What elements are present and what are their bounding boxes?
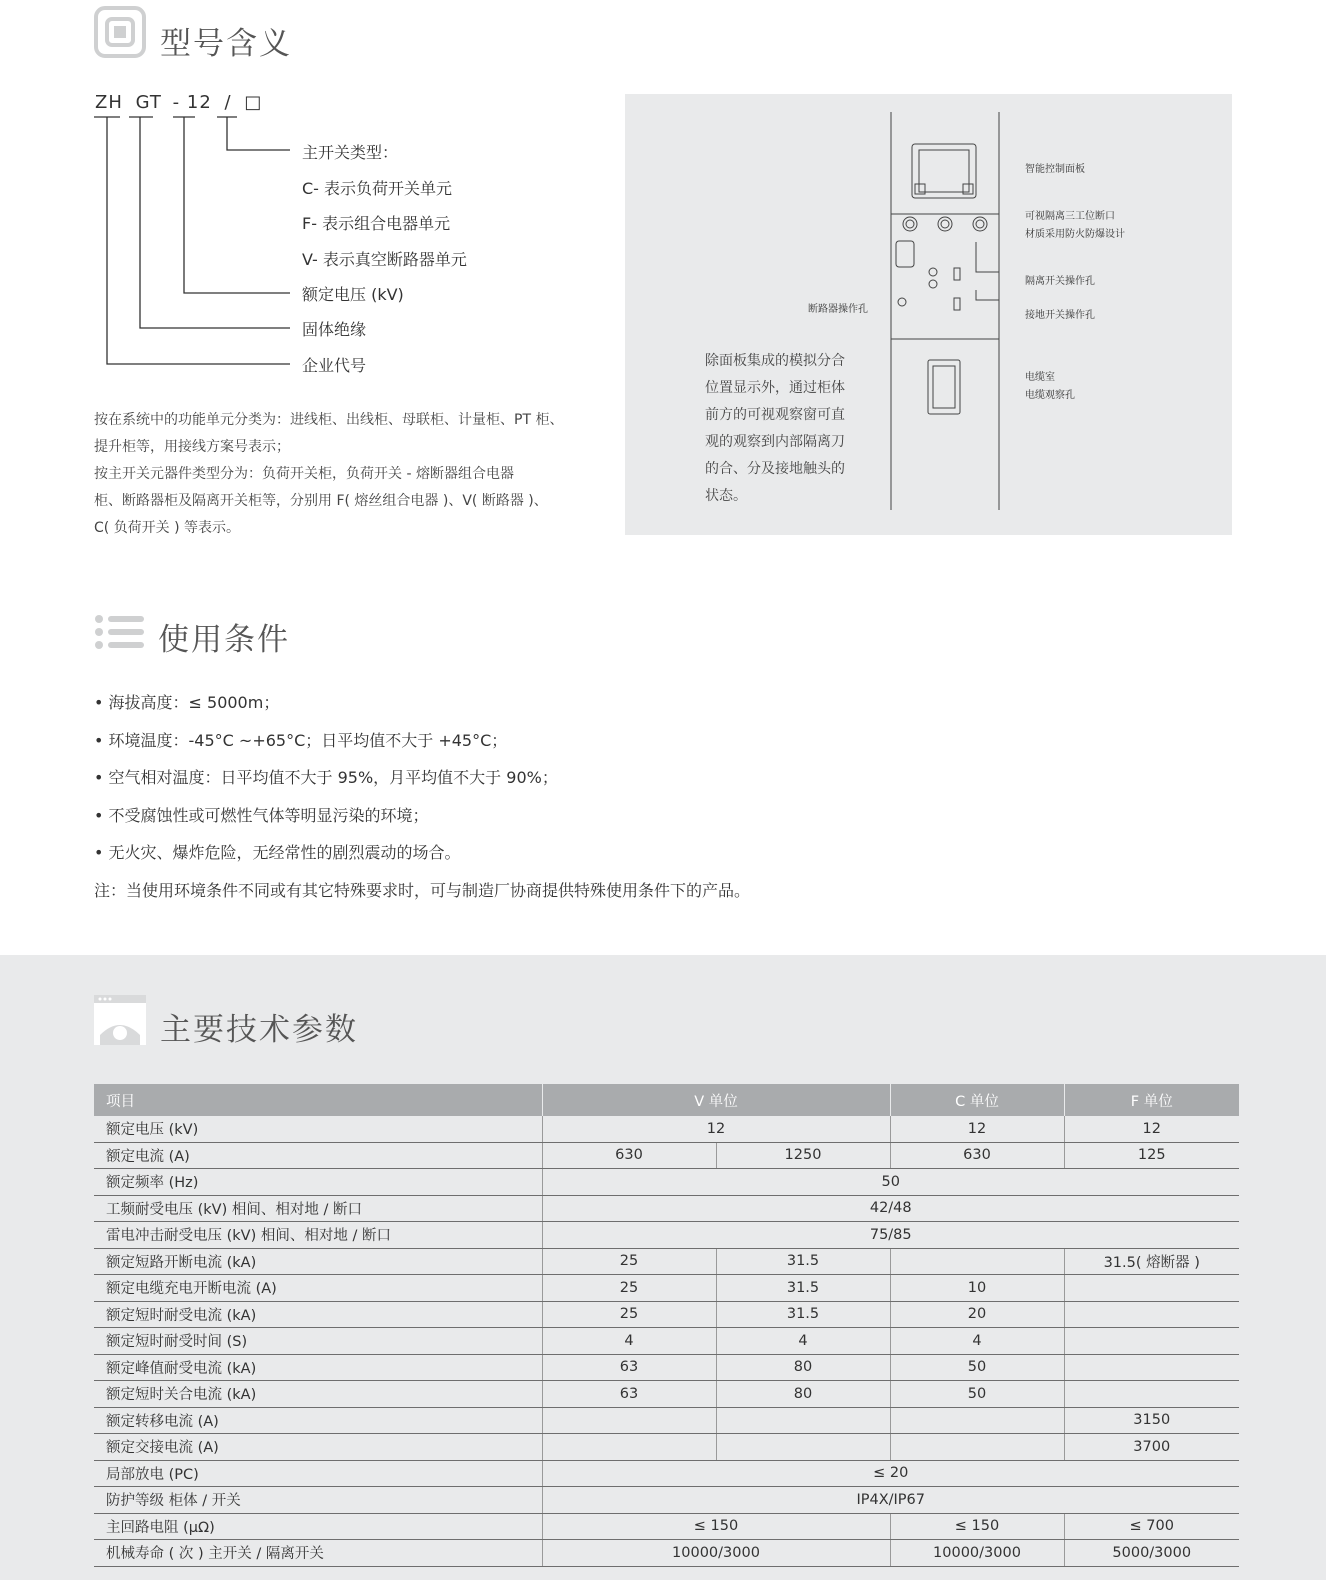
row-label: 局部放电 (PC)	[94, 1460, 542, 1487]
header-f-unit: F 单位	[1064, 1084, 1239, 1116]
row-label: 额定转移电流 (A)	[94, 1407, 542, 1434]
para-line: 提升柜等，用接线方案号表示；	[94, 439, 290, 455]
label-breaker-hole: 断路器操作孔	[808, 304, 868, 315]
code-box: □	[244, 92, 263, 113]
label-fireproof: 材质采用防火防爆设计	[1025, 229, 1125, 240]
table-cell: 10000/3000	[542, 1540, 890, 1567]
table-cell: 12	[1064, 1116, 1239, 1142]
table-cell: ≤ 150	[890, 1513, 1064, 1540]
label-cable-room: 电缆室	[1025, 372, 1055, 383]
header-v-unit: V 单位	[542, 1084, 890, 1116]
table-cell: 31.5	[716, 1275, 890, 1302]
table-cell	[1064, 1301, 1239, 1328]
table-cell: 31.5	[716, 1301, 890, 1328]
table-cell: ≤ 150	[542, 1513, 890, 1540]
table-row	[94, 1222, 1239, 1249]
model-code	[95, 92, 262, 113]
table-row	[94, 1169, 1239, 1196]
condition-item: • 无火灾、爆炸危险，无经常性的剧烈震动的场合。	[94, 843, 461, 862]
table-cell: 4	[542, 1328, 716, 1355]
legend-insulation: 固体绝缘	[302, 320, 367, 339]
table-cell	[716, 1434, 890, 1461]
table-cell: 63	[542, 1354, 716, 1381]
table-row	[94, 1487, 1239, 1514]
table-row	[94, 1275, 1239, 1302]
table-cell: 12	[890, 1116, 1064, 1142]
row-label: 额定短时关合电流 (kA)	[94, 1381, 542, 1408]
header-c-unit: C 单位	[890, 1084, 1064, 1116]
table-cell: 4	[716, 1328, 890, 1355]
table-cell: 3150	[1064, 1407, 1239, 1434]
row-label: 防护等级 柜体 / 开关	[94, 1487, 542, 1514]
code-voltage: - 12	[172, 92, 212, 113]
desc-line: 除面板集成的模拟分合	[705, 353, 845, 369]
table-row	[94, 1248, 1239, 1275]
legend-c: C- 表示负荷开关单元	[302, 179, 453, 198]
section-title-spec: 主要技术参数	[160, 1012, 358, 1048]
table-cell	[1064, 1275, 1239, 1302]
table-cell: 125	[1064, 1142, 1239, 1169]
table-cell: 25	[542, 1301, 716, 1328]
table-cell: 5000/3000	[1064, 1540, 1239, 1567]
spec-header-row	[94, 1084, 1239, 1116]
condition-item: • 不受腐蚀性或可燃性气体等明显污染的环境；	[94, 805, 429, 825]
table-cell: 3700	[1064, 1434, 1239, 1461]
table-cell	[1064, 1328, 1239, 1355]
desc-line: 位置显示外，通过柜体	[705, 380, 845, 396]
table-cell: 25	[542, 1248, 716, 1275]
section-title-model: 型号含义	[160, 26, 292, 62]
row-label: 额定峰值耐受电流 (kA)	[94, 1354, 542, 1381]
row-label: 额定短路开断电流 (kA)	[94, 1248, 542, 1275]
label-cable-window: 电缆观察孔	[1025, 390, 1075, 401]
label-visible-break: 可视隔离三工位断口	[1025, 211, 1115, 222]
table-cell: 12	[542, 1116, 890, 1142]
row-label: 机械寿命 ( 次 ) 主开关 / 隔离开关	[94, 1540, 542, 1567]
table-row	[94, 1142, 1239, 1169]
spec-table	[94, 1084, 1239, 1567]
code-gt: GT	[135, 92, 162, 113]
condition-item: • 海拔高度：≤ 5000m；	[94, 693, 280, 712]
table-cell: 80	[716, 1354, 890, 1381]
table-cell	[890, 1434, 1064, 1461]
row-label: 额定频率 (Hz)	[94, 1169, 542, 1196]
row-label: 工频耐受电压 (kV) 相间、相对地 / 断口	[94, 1195, 542, 1222]
desc-line: 状态。	[705, 488, 747, 504]
table-cell: 630	[890, 1142, 1064, 1169]
table-row	[94, 1354, 1239, 1381]
legend-switch-type: 主开关类型：	[302, 143, 399, 162]
table-cell	[1064, 1381, 1239, 1408]
list-icon	[94, 614, 146, 650]
model-icon	[94, 6, 146, 58]
table-cell: 63	[542, 1381, 716, 1408]
label-earth-hole: 接地开关操作孔	[1025, 310, 1095, 321]
para-line: C( 负荷开关 ) 等表示。	[94, 520, 241, 536]
cabinet-diagram-panel	[625, 94, 1232, 535]
table-cell: 31.5( 熔断器 )	[1064, 1248, 1239, 1275]
row-label: 雷电冲击耐受电压 (kV) 相间、相对地 / 断口	[94, 1222, 542, 1249]
condition-note: 注：当使用环境条件不同或有其它特殊要求时，可与制造厂协商提供特殊使用条件下的产品。	[94, 880, 751, 900]
row-label: 额定短时耐受电流 (kA)	[94, 1301, 542, 1328]
table-cell	[542, 1407, 716, 1434]
table-cell: IP4X/IP67	[542, 1487, 1239, 1514]
table-cell: 630	[542, 1142, 716, 1169]
table-row	[94, 1407, 1239, 1434]
table-cell	[890, 1248, 1064, 1275]
table-cell	[1064, 1354, 1239, 1381]
table-row	[94, 1381, 1239, 1408]
table-row	[94, 1460, 1239, 1487]
table-row	[94, 1301, 1239, 1328]
table-cell: 80	[716, 1381, 890, 1408]
section-title-conditions: 使用条件	[158, 622, 290, 658]
para-line: 柜、断路器柜及隔离开关柜等，分别用 F( 熔丝组合电器 )、V( 断路器 )、	[94, 493, 548, 509]
row-label: 主回路电阻 (μΩ)	[94, 1513, 542, 1540]
condition-item: • 环境温度：-45°C ~+65°C；日平均值不大于 +45°C；	[94, 730, 508, 750]
table-cell: 4	[890, 1328, 1064, 1355]
row-label: 额定电缆充电开断电流 (A)	[94, 1275, 542, 1302]
table-cell: 1250	[716, 1142, 890, 1169]
table-cell: 50	[890, 1354, 1064, 1381]
row-label: 额定电流 (A)	[94, 1142, 542, 1169]
header-item: 项目	[94, 1084, 542, 1116]
gear-panel-icon	[94, 995, 146, 1045]
label-isolator-hole: 隔离开关操作孔	[1025, 276, 1095, 287]
desc-line: 观的观察到内部隔离刀	[705, 434, 845, 450]
code-zh: ZH	[95, 92, 123, 113]
table-cell: 50	[890, 1381, 1064, 1408]
classification-paragraph	[94, 407, 604, 542]
table-cell: 10000/3000	[890, 1540, 1064, 1567]
table-row	[94, 1195, 1239, 1222]
label-smart-panel: 智能控制面板	[1025, 164, 1085, 175]
table-row	[94, 1328, 1239, 1355]
row-label: 额定短时耐受时间 (S)	[94, 1328, 542, 1355]
table-row	[94, 1116, 1239, 1142]
legend-v: V- 表示真空断路器单元	[302, 250, 467, 269]
code-slash: /	[224, 92, 232, 113]
para-line: 按在系统中的功能单元分类为：进线柜、出线柜、母联柜、计量柜、PT 柜、	[94, 412, 564, 428]
diagram-description	[705, 348, 845, 510]
model-connector-lines	[90, 115, 300, 375]
legend-company: 企业代号	[302, 356, 367, 375]
table-cell: 50	[542, 1169, 1239, 1196]
cabinet-drawing	[890, 112, 1000, 510]
table-cell: 31.5	[716, 1248, 890, 1275]
para-line: 按主开关元器件类型分为：负荷开关柜，负荷开关 - 熔断器组合电器	[94, 466, 514, 482]
conditions-list	[94, 684, 750, 909]
table-cell: 42/48	[542, 1195, 1239, 1222]
table-cell	[890, 1407, 1064, 1434]
desc-line: 的合、分及接地触头的	[705, 461, 845, 477]
table-cell: 10	[890, 1275, 1064, 1302]
table-cell: ≤ 20	[542, 1460, 1239, 1487]
row-label: 额定电压 (kV)	[94, 1116, 542, 1142]
table-cell: 25	[542, 1275, 716, 1302]
table-row	[94, 1513, 1239, 1540]
table-cell: 20	[890, 1301, 1064, 1328]
table-row	[94, 1540, 1239, 1567]
table-cell: ≤ 700	[1064, 1513, 1239, 1540]
legend-voltage: 额定电压 (kV)	[302, 285, 404, 304]
row-label: 额定交接电流 (A)	[94, 1434, 542, 1461]
desc-line: 前方的可视观察窗可直	[705, 407, 845, 423]
table-cell: 75/85	[542, 1222, 1239, 1249]
condition-item: • 空气相对温度：日平均值不大于 95%，月平均值不大于 90%；	[94, 768, 558, 787]
table-cell	[716, 1407, 890, 1434]
legend-f: F- 表示组合电器单元	[302, 214, 451, 233]
table-row	[94, 1434, 1239, 1461]
table-cell	[542, 1434, 716, 1461]
